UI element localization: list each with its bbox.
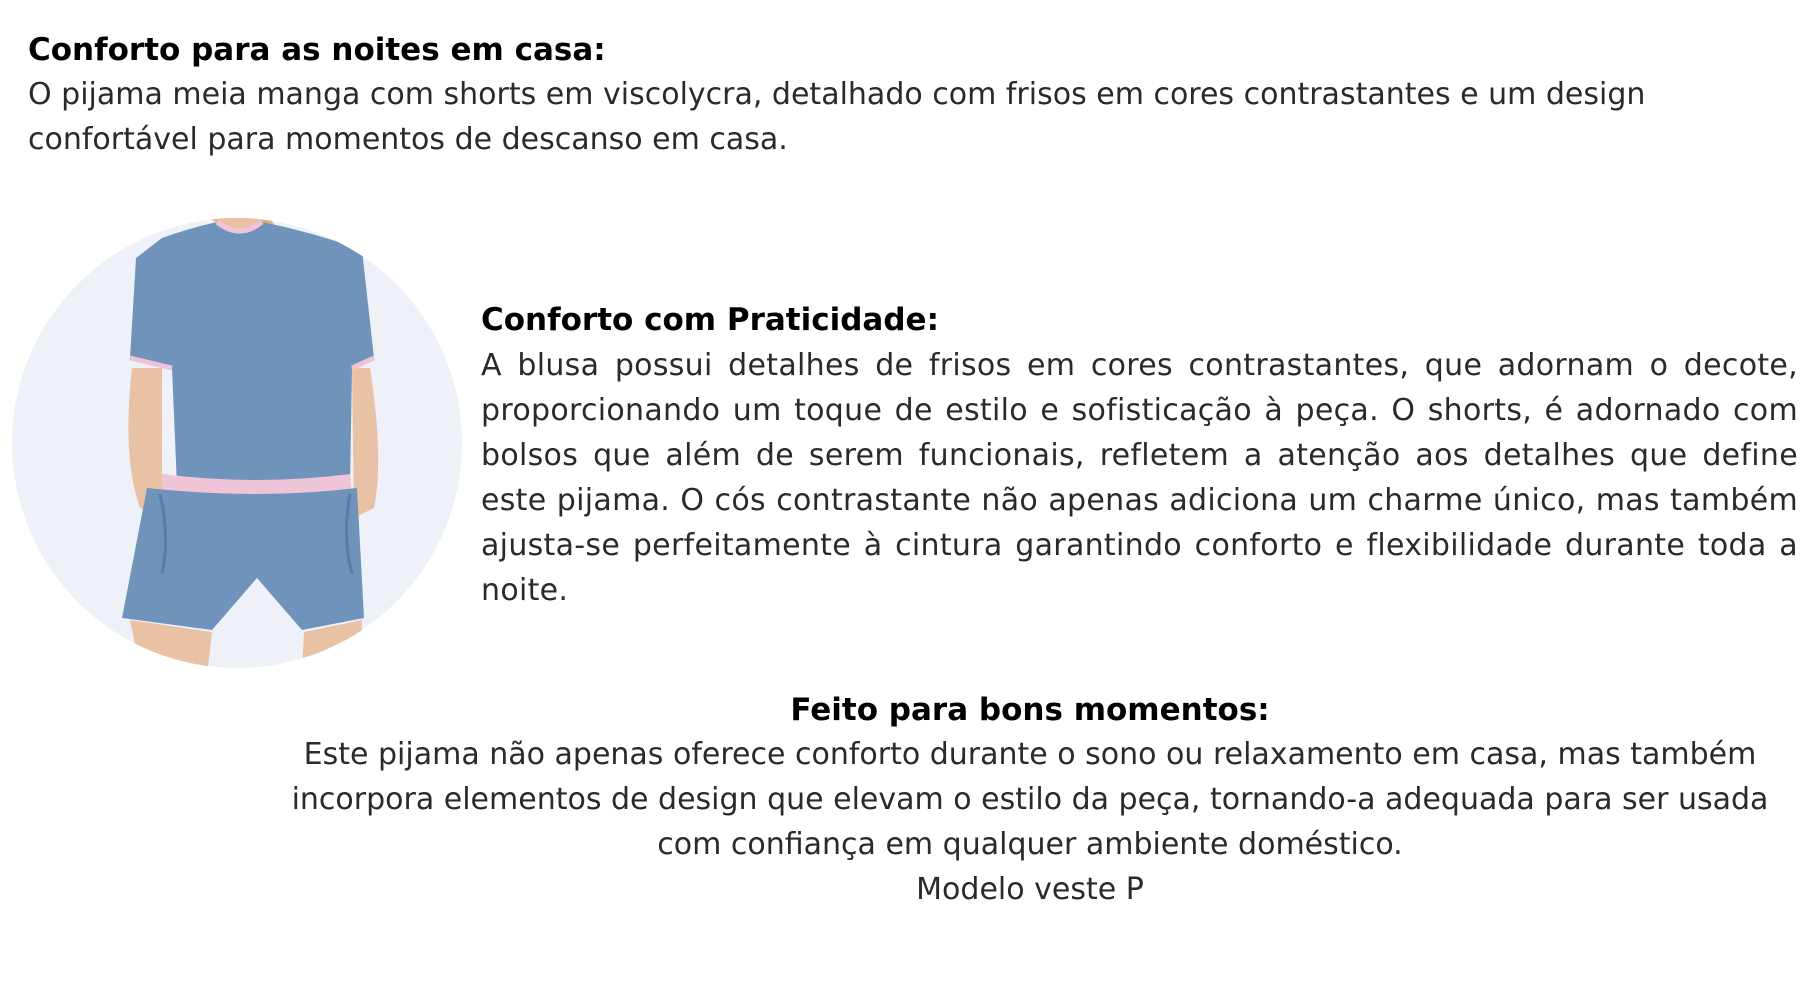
moments-section xyxy=(270,688,1790,912)
intro-title: Conforto para as noites em casa: xyxy=(28,32,606,68)
size-note: Modelo veste P xyxy=(916,872,1144,907)
intro-section xyxy=(28,28,1798,162)
moments-text: Este pijama não apenas oferece conforto durante o sono ou relaxamento em casa, mas também incorpora elementos de design que elevam o estilo da peça, tornando-a adequada para ser usada com confiança em qualquer ambiente doméstico. xyxy=(291,737,1769,862)
comfort-title: Conforto com Praticidade: xyxy=(481,302,939,338)
moments-title: Feito para bons momentos: xyxy=(790,692,1270,728)
product-photo xyxy=(12,218,462,668)
intro-text: O pijama meia manga com shorts em viscolycra, detalhado com frisos em cores contrastantes e um design confortável para momentos de descanso em casa. xyxy=(28,77,1646,157)
comfort-text: A blusa possui detalhes de frisos em cores contrastantes, que adornam o decote, proporcionando um toque de estilo e sofisticação à peça. O shorts, é adornado com bolsos que além de serem funcionais, refletem a atenção aos detalhes que define este pijama. O cós contrastante não apenas adiciona um charme único, mas também ajusta-se perfeitamente à cintura garantindo conforto e flexibilidade durante toda a noite. xyxy=(481,348,1798,608)
comfort-section xyxy=(481,298,1798,613)
